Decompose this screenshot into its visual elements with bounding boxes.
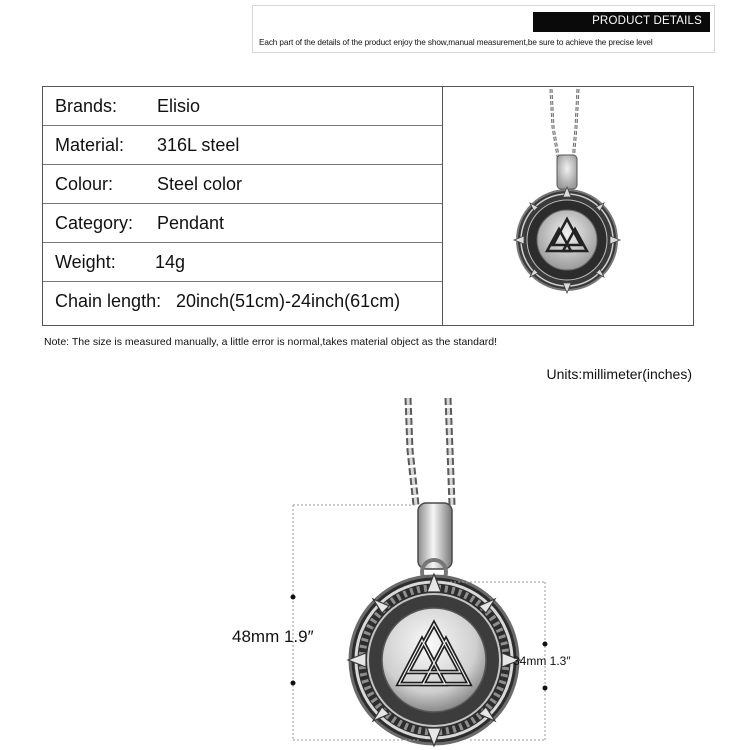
specs-table bbox=[43, 87, 443, 325]
specs-frame bbox=[42, 86, 694, 326]
spec-value: 316L steel bbox=[157, 135, 240, 155]
spec-row-brand bbox=[43, 87, 442, 126]
header-title-bar bbox=[533, 12, 710, 32]
spec-label: Weight: bbox=[55, 252, 116, 272]
spec-value: 14g bbox=[155, 252, 186, 272]
spec-label: Colour: bbox=[55, 174, 114, 194]
height-dimension-label: 48mm 1.9″ bbox=[232, 627, 314, 646]
spec-row-weight bbox=[43, 243, 442, 282]
spec-label: Category: bbox=[55, 213, 134, 233]
spec-value: Steel color bbox=[157, 174, 243, 194]
measurement-note: Note: The size is measured manually, a little error is normal,takes material object as the standard! bbox=[44, 336, 498, 348]
product-details-header bbox=[252, 5, 715, 53]
spec-row-material bbox=[43, 126, 442, 165]
spec-label: Chain length: bbox=[55, 291, 162, 311]
spec-value: Elisio bbox=[157, 96, 201, 116]
header-title: PRODUCT DETAILS bbox=[592, 15, 702, 27]
pendant-main-image bbox=[0, 390, 750, 750]
spec-value: 20inch(51cm)-24inch(61cm) bbox=[176, 291, 401, 311]
width-dimension-label: 34mm 1.3″ bbox=[513, 654, 571, 668]
spec-row-colour bbox=[43, 165, 442, 204]
spec-row-chain-length bbox=[43, 282, 442, 324]
spec-value: Pendant bbox=[157, 213, 225, 233]
spec-label: Brands: bbox=[55, 96, 118, 116]
pendant-thumbnail-image bbox=[443, 87, 693, 324]
pendant-thumbnail bbox=[443, 87, 693, 325]
spec-row-category bbox=[43, 204, 442, 243]
header-subtitle: Each part of the details of the product enjoy the show,manual measurement,be sure to achieve the precise level bbox=[259, 38, 653, 47]
units-label: Units:millimeter(inches) bbox=[546, 366, 692, 382]
spec-label: Material: bbox=[55, 135, 125, 155]
